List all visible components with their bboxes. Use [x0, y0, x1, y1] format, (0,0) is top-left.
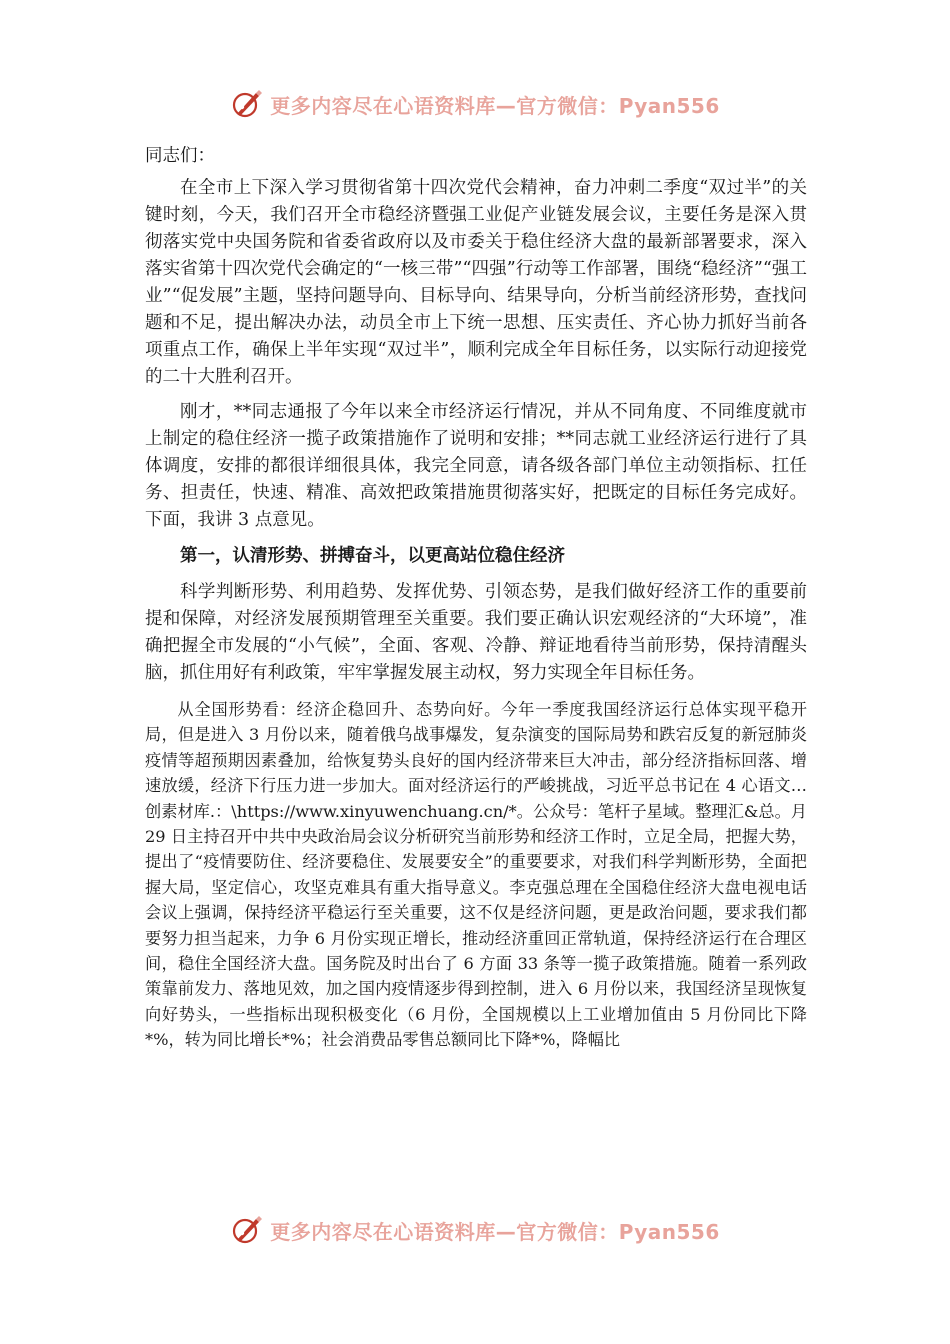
paragraph-situation: 科学判断形势、利用趋势、发挥优势、引领态势，是我们做好经济工作的重要前提和保障，对经济发展预期管理至关重要。我们要正确认识宏观经济的“大环境”，准确把握全市发展的“小气候”，全面、客观、冷静、辩证地看待当前形势，保持清醒头脑，抓住用好有利政策，牢牢掌握发展主动权，努力实现全年目标任务。 — [145, 582, 807, 683]
banner-text: 更多内容尽在心语资料库—官方微信：Pyan556 — [270, 1219, 720, 1244]
pen-logo-icon — [230, 87, 264, 121]
section-heading-1: 第一，认清形势、拼搏奋斗，以更高站位稳住经济 — [180, 546, 565, 566]
header-banner — [0, 84, 950, 124]
salutation: 同志们： — [145, 146, 215, 166]
document-body — [145, 143, 807, 1061]
pen-logo-icon — [230, 1213, 264, 1247]
paragraph-intro: 在全市上下深入学习贯彻省第十四次党代会精神，奋力冲刺二季度“双过半”的关键时刻，今天，我们召开全市稳经济暨强工业促产业链发展会议，主要任务是深入贯彻落实党中央国务院和省委省政府以及市委关于稳住经济大盘的最新部署要求，深入落实省第十四次党代会确定的“一核三带”“四强”行动等工作部署，围绕“稳经济”“强工业”“促发展”主题，坚持问题导向、目标导向、结果导向，分析当前经济形势，查找问题和不足，提出解决办法，动员全市上下统一思想、压实责任、齐心协力抓好当前各项重点工作，确保上半年实现“双过半”，顺利完成全年目标任务，以实际行动迎接党的二十大胜利召开。 — [145, 178, 807, 387]
paragraph-remarks: 刚才，**同志通报了今年以来全市经济运行情况，并从不同角度、不同维度就市上制定的稳住经济一揽子政策措施作了说明和安排；**同志就工业经济运行进行了具体调度，安排的都很详细很具体，我完全同意，请各级各部门单位主动领指标、扛任务、担责任，快速、精准、高效把政策措施贯彻落实好，把既定的目标任务完成好。下面，我讲 3 点意见。 — [145, 402, 807, 530]
paragraph-national: 从全国形势看：经济企稳回升、态势向好。今年一季度我国经济运行总体实现平稳开局，但是进入 3 月份以来，随着俄乌战事爆发，复杂演变的国际局势和跌宕反复的新冠肺炎疫情等超预期因素叠加，给恢复势头良好的国内经济带来巨大冲击，部分经济指标回落、增速放缓，经济下行压力进一步加大。面对经济运行的严峻挑战，习近平总书记在 4 心语文…创素材库.：\https://www.xinyuwenchuang.cn/*。公众号：笔杆子星域。整理汇&总。月 29 日主持召开中共中央政治局会议分析研究当前形势和经济工作时，立足全局，把握大势，提出了“疫情要防住、经济要稳住、发展要安全”的重要要求，对我们科学判断形势，全面把握大局，坚定信心，攻坚克难具有重大指导意义。李克强总理在全国稳住经济大盘电视电话会议上强调，保持经济平稳运行至关重要，这不仅是经济问题，更是政治问题，要求我们都要努力担当起来，力争 6 月份实现正增长，推动经济重回正常轨道，保持经济运行在合理区间，稳住全国经济大盘。国务院及时出台了 6 方面 33 条等一揽子政策措施。随着一系列政策靠前发力、落地见效，加之国内疫情逐步得到控制，进入 6 月份以来，我国经济呈现恢复向好势头，一些指标出现积极变化（6 月份，全国规模以上工业增加值由 5 月份同比下降*%，转为同比增长*%；社会消费品零售总额同比下降*%，降幅比 — [145, 700, 807, 1050]
footer-banner — [0, 1210, 950, 1250]
banner-text: 更多内容尽在心语资料库—官方微信：Pyan556 — [270, 93, 720, 118]
